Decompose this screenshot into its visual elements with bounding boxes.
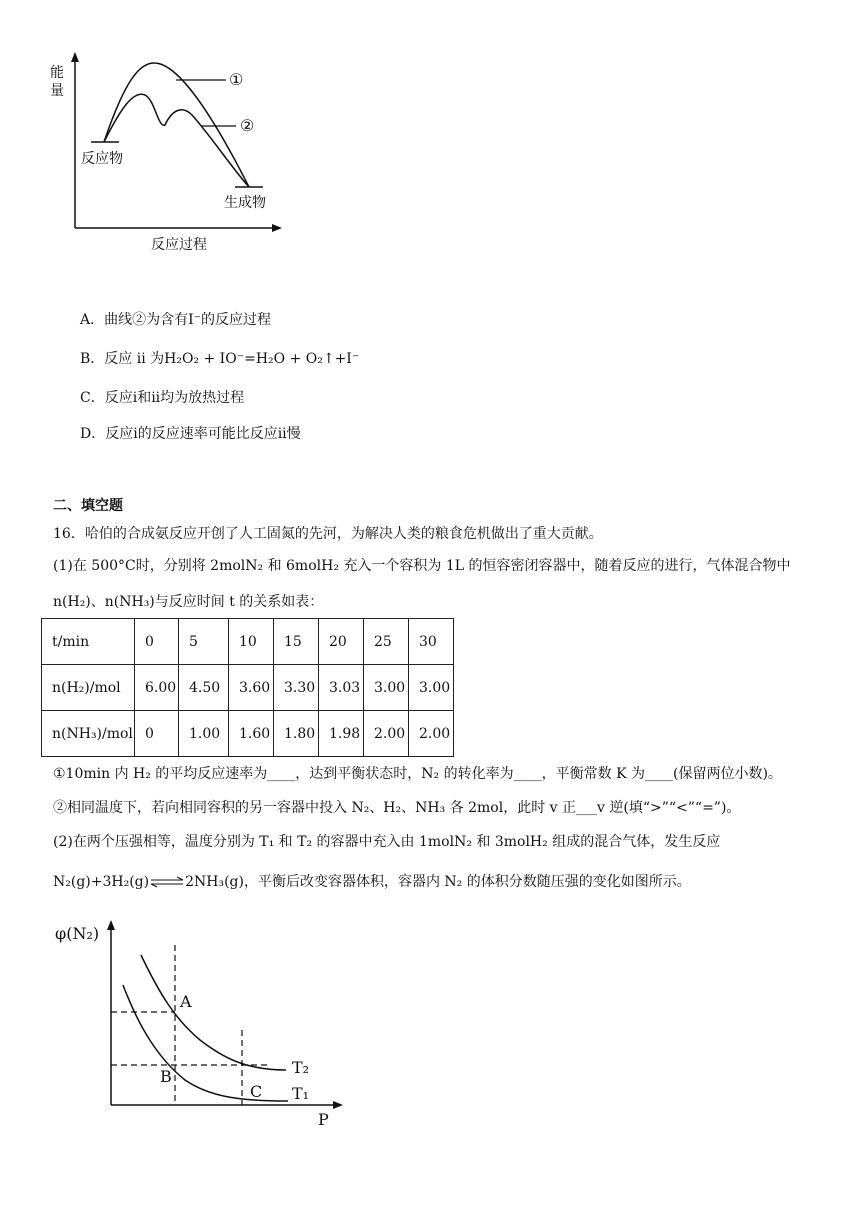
q16-question-2: ②相同温度下，若向相同容积的另一容器中投入 N₂、H₂、NH₃ 各 2mol，此时 v 正___v 逆(填“>”“<”“=”)。	[53, 800, 741, 816]
table-cell: 3.60	[229, 665, 274, 711]
table-cell: 30	[409, 619, 454, 665]
table-cell: 0	[135, 619, 179, 665]
point-b-label: B	[160, 1067, 172, 1086]
table-cell: 3.03	[319, 665, 364, 711]
curve-t1-label: T₁	[292, 1084, 310, 1103]
table-cell: 5	[179, 619, 229, 665]
curve-t1	[123, 985, 288, 1101]
table-cell: 25	[364, 619, 409, 665]
point-c-label: C	[250, 1082, 263, 1101]
q16-question-1: ①10min 内 H₂ 的平均反应速率为____，达到平衡状态时，N₂ 的转化率为____，平衡常数 K 为____(保留两位小数)。	[53, 766, 782, 782]
table-cell: 0	[135, 711, 179, 757]
table-cell: 3.00	[364, 665, 409, 711]
table-cell: 2.00	[364, 711, 409, 757]
table-cell: 2.00	[409, 711, 454, 757]
q16-part1-line1: (1)在 500°C时，分别将 2molN₂ 和 6molH₂ 充入一个容积为 1L 的恒容密闭容器中，随着反应的进行，气体混合物中	[53, 558, 791, 574]
energy-axis-label: 能量	[50, 65, 64, 99]
option-a: A．曲线②为含有I⁻的反应过程	[80, 312, 272, 328]
table-cell: 3.00	[409, 665, 454, 711]
option-c: C．反应i和ii均为放热过程	[80, 390, 245, 406]
y-axis-arrow	[107, 920, 115, 930]
q16-intro: 16．哈伯的合成氨反应开创了人工固氮的先河，为解决人类的粮食危机做出了重大贡献。	[53, 526, 603, 542]
product-label: 生成物	[224, 195, 266, 211]
table-cell: t/min	[42, 619, 135, 665]
equation-right: 2NH₃(g)，平衡后改变容器体积，容器内 N₂ 的体积分数随压强的变化如图所示。	[185, 874, 691, 890]
equation-left: N₂(g)+3H₂(g)	[53, 874, 150, 890]
phi-axis-label: φ(N₂)	[55, 924, 100, 943]
pressure-axis-label: P	[318, 1110, 329, 1129]
q16-part1-line2: n(H₂)、n(NH₃)与反应时间 t 的关系如表：	[53, 594, 324, 610]
table-cell: 1.80	[274, 711, 319, 757]
point-a-label: A	[180, 992, 192, 1011]
reactant-label: 反应物	[81, 151, 123, 167]
process-axis-label: 反应过程	[151, 237, 207, 253]
curve-2-label: ②	[240, 116, 255, 135]
table-cell: 1.00	[179, 711, 229, 757]
table-cell: 1.60	[229, 711, 274, 757]
table-cell: 4.50	[179, 665, 229, 711]
table-cell: n(H₂)/mol	[42, 665, 135, 711]
table-cell: 6.00	[135, 665, 179, 711]
table-cell: 20	[319, 619, 364, 665]
curve-1-label: ①	[229, 70, 244, 89]
q16-part2-line1: (2)在两个压强相等，温度分别为 T₁ 和 T₂ 的容器中充入由 1molN₂ 和 3molH₂ 组成的混合气体，发生反应	[53, 834, 721, 850]
table-cell: 3.30	[274, 665, 319, 711]
x-axis-arrow	[333, 1101, 343, 1109]
table-cell: 10	[229, 619, 274, 665]
table-cell: 1.98	[319, 711, 364, 757]
table-cell: 15	[274, 619, 319, 665]
curve-t2-label: T₂	[292, 1058, 310, 1077]
option-b: B．反应 ii 为H₂O₂ + IO⁻=H₂O + O₂↑+I⁻	[80, 351, 360, 367]
option-d: D．反应i的反应速率可能比反应ii慢	[80, 426, 301, 442]
table-cell: n(NH₃)/mol	[42, 711, 135, 757]
section-title: 二、填空题	[53, 498, 123, 514]
